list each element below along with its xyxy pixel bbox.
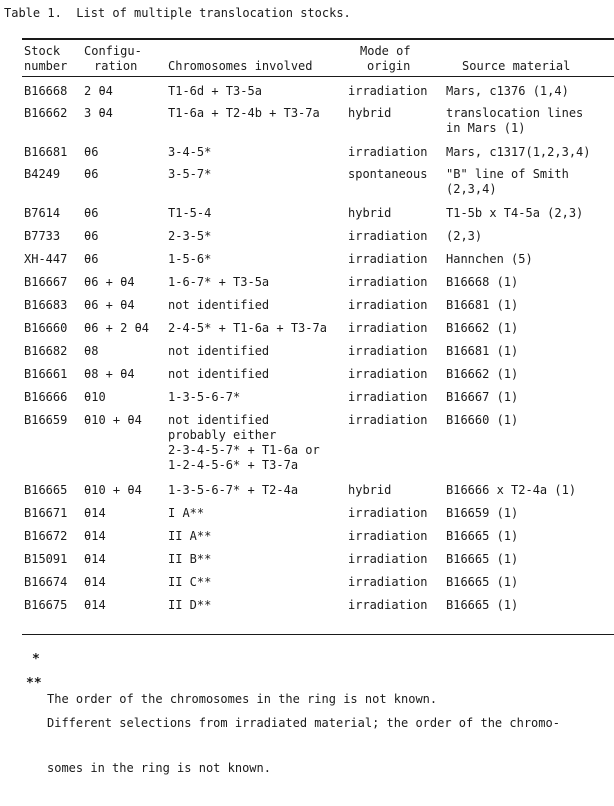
mode-of-origin-cell: irradiation: [348, 275, 428, 289]
chromosomes-cell: [168, 367, 269, 382]
chromosomes-cell: [168, 483, 298, 498]
chromosomes-cell-line: II B**: [168, 552, 212, 566]
stock-number-cell: B16681: [24, 145, 68, 159]
chromosomes-cell-line: T1-6a + T2-4b + T3-7a: [168, 106, 320, 120]
source-material-cell: [446, 575, 518, 590]
top-rule: [22, 38, 614, 40]
source-material-cell: [446, 206, 583, 221]
chromosomes-cell: [168, 275, 269, 290]
configuration-cell: θ6: [84, 206, 99, 220]
source-material-cell-line: B16662 (1): [446, 321, 519, 335]
chromosomes-cell: [168, 206, 211, 221]
chromosomes-cell: [168, 413, 320, 473]
source-material-cell-line: (2,3): [446, 229, 483, 243]
mode-of-origin-cell: irradiation: [348, 321, 428, 335]
configuration-cell: θ14: [84, 598, 106, 612]
footnote-double-text: Different selections from irradiated material; the order of the chromo- somes in the ring is not known.: [47, 716, 560, 775]
configuration-cell: θ6: [84, 252, 99, 266]
source-material-cell-line: B16665 (1): [446, 575, 519, 589]
chromosomes-cell-line: T1-6d + T3-5a: [168, 84, 262, 98]
source-material-cell-line: B16660 (1): [446, 413, 519, 427]
mode-of-origin-cell: irradiation: [348, 229, 428, 243]
source-material-cell: [446, 84, 569, 99]
table-caption: Table 1. List of multiple translocation stocks.: [4, 6, 351, 20]
chromosomes-cell: [168, 298, 269, 313]
stock-number-cell: B16665: [24, 483, 68, 497]
source-material-cell-line: B16668 (1): [446, 275, 519, 289]
mode-of-origin-cell: irradiation: [348, 344, 428, 358]
configuration-cell: θ14: [84, 552, 106, 566]
configuration-cell: θ10 + θ4: [84, 483, 142, 497]
chromosomes-cell: [168, 321, 327, 336]
source-material-cell: [446, 275, 518, 290]
stock-number-cell: B7614: [24, 206, 61, 220]
source-material-cell-line: in Mars (1): [446, 121, 526, 135]
source-material-cell: [446, 506, 518, 521]
mode-of-origin-cell: spontaneous: [348, 167, 428, 181]
chromosomes-cell: [168, 344, 269, 359]
source-material-cell: [446, 106, 583, 136]
configuration-cell: θ6: [84, 167, 99, 181]
chromosomes-cell-line: not identified: [168, 413, 270, 427]
header-stock-number: Stock number: [24, 44, 68, 73]
stock-number-cell: B16667: [24, 275, 68, 289]
mode-of-origin-cell: irradiation: [348, 145, 428, 159]
footnote-mark-double: **: [26, 676, 42, 691]
source-material-cell-line: B16681 (1): [446, 344, 519, 358]
mode-of-origin-cell: irradiation: [348, 298, 428, 312]
stock-number-cell: B7733: [24, 229, 61, 243]
source-material-cell-line: Mars, c1317(1,2,3,4): [446, 145, 591, 159]
source-material-cell: [446, 483, 576, 498]
chromosomes-cell: [168, 529, 211, 544]
header-mode-of-origin: Mode of origin: [360, 44, 411, 73]
stock-number-cell: B16668: [24, 84, 68, 98]
chromosomes-cell: [168, 167, 211, 182]
source-material-cell-line: (2,3,4): [446, 182, 497, 196]
chromosomes-cell: [168, 84, 262, 99]
chromosomes-cell-line: not identified: [168, 298, 270, 312]
stock-number-cell: B16659: [24, 413, 68, 427]
stock-number-cell: B16666: [24, 390, 68, 404]
chromosomes-cell-line: 3-5-7*: [168, 167, 212, 181]
source-material-cell-line: B16665 (1): [446, 552, 519, 566]
source-material-cell-line: Mars, c1376 (1,4): [446, 84, 569, 98]
configuration-cell: θ14: [84, 529, 106, 543]
chromosomes-cell-line: 2-3-5*: [168, 229, 212, 243]
mode-of-origin-cell: irradiation: [348, 529, 428, 543]
header-rule: [22, 76, 614, 77]
header-source-material: Source material: [462, 59, 571, 73]
source-material-cell: [446, 367, 518, 382]
footnote-mark-single: *: [32, 652, 40, 667]
stock-number-cell: B16674: [24, 575, 68, 589]
chromosomes-cell: [168, 106, 320, 121]
source-material-cell: [446, 598, 518, 613]
source-material-cell: [446, 552, 518, 567]
source-material-cell-line: "B" line of Smith: [446, 167, 569, 181]
source-material-cell-line: B16681 (1): [446, 298, 519, 312]
source-material-cell-line: B16659 (1): [446, 506, 519, 520]
configuration-cell: θ6: [84, 145, 99, 159]
chromosomes-cell: [168, 552, 211, 567]
mode-of-origin-cell: irradiation: [348, 598, 428, 612]
configuration-cell: θ8: [84, 344, 99, 358]
stock-number-cell: B16671: [24, 506, 68, 520]
chromosomes-cell-line: 1-3-5-6-7* + T2-4a: [168, 483, 299, 497]
chromosomes-cell-line: not identified: [168, 367, 270, 381]
configuration-cell: θ14: [84, 506, 106, 520]
stock-number-cell: B16675: [24, 598, 68, 612]
stock-number-cell: B16660: [24, 321, 68, 335]
stock-number-cell: B16672: [24, 529, 68, 543]
source-material-cell-line: translocation lines: [446, 106, 584, 120]
header-chromosomes-involved: Chromosomes involved: [168, 59, 313, 73]
source-material-cell-line: B16662 (1): [446, 367, 519, 381]
source-material-cell-line: B16665 (1): [446, 529, 519, 543]
mode-of-origin-cell: hybrid: [348, 206, 392, 220]
source-material-cell: [446, 229, 482, 244]
mode-of-origin-cell: irradiation: [348, 552, 428, 566]
source-material-cell: [446, 390, 518, 405]
mode-of-origin-cell: irradiation: [348, 390, 428, 404]
stock-number-cell: B4249: [24, 167, 61, 181]
chromosomes-cell: [168, 598, 211, 613]
mode-of-origin-cell: irradiation: [348, 84, 428, 98]
source-material-cell: [446, 298, 518, 313]
source-material-cell: [446, 344, 518, 359]
source-material-cell-line: B16665 (1): [446, 598, 519, 612]
bottom-rule: [22, 634, 614, 635]
chromosomes-cell: [168, 145, 211, 160]
source-material-cell-line: B16666 x T2-4a (1): [446, 483, 577, 497]
chromosomes-cell-line: probably either: [168, 428, 277, 442]
chromosomes-cell: [168, 575, 211, 590]
source-material-cell: [446, 321, 518, 336]
configuration-cell: θ6 + θ4: [84, 275, 135, 289]
footnote-single-text: The order of the chromosomes in the ring is not known.: [47, 692, 438, 706]
configuration-cell: θ6: [84, 229, 99, 243]
chromosomes-cell-line: 2-4-5* + T1-6a + T3-7a: [168, 321, 327, 335]
source-material-cell-line: B16667 (1): [446, 390, 519, 404]
chromosomes-cell-line: T1-5-4: [168, 206, 212, 220]
stock-number-cell: B16661: [24, 367, 68, 381]
configuration-cell: θ14: [84, 575, 106, 589]
configuration-cell: θ6 + 2 θ4: [84, 321, 150, 335]
source-material-cell: [446, 252, 533, 267]
stock-number-cell: B16683: [24, 298, 68, 312]
configuration-cell: θ8 + θ4: [84, 367, 135, 381]
source-material-cell: [446, 167, 569, 197]
mode-of-origin-cell: irradiation: [348, 575, 428, 589]
chromosomes-cell-line: I A**: [168, 506, 205, 520]
configuration-cell: θ10 + θ4: [84, 413, 142, 427]
chromosomes-cell-line: II D**: [168, 598, 212, 612]
chromosomes-cell-line: 2-3-4-5-7* + T1-6a or: [168, 443, 320, 457]
configuration-cell: θ10: [84, 390, 106, 404]
chromosomes-cell: [168, 252, 211, 267]
mode-of-origin-cell: hybrid: [348, 106, 392, 120]
mode-of-origin-cell: irradiation: [348, 413, 428, 427]
source-material-cell: [446, 145, 591, 160]
stock-number-cell: B16662: [24, 106, 68, 120]
mode-of-origin-cell: irradiation: [348, 506, 428, 520]
chromosomes-cell-line: 1-6-7* + T3-5a: [168, 275, 270, 289]
stock-number-cell: B15091: [24, 552, 68, 566]
header-configuration: Configu- ration: [84, 44, 142, 73]
chromosomes-cell-line: 1-2-4-5-6* + T3-7a: [168, 458, 299, 472]
chromosomes-cell-line: II C**: [168, 575, 212, 589]
chromosomes-cell-line: 3-4-5*: [168, 145, 212, 159]
mode-of-origin-cell: irradiation: [348, 367, 428, 381]
chromosomes-cell: [168, 229, 211, 244]
chromosomes-cell-line: 1-3-5-6-7*: [168, 390, 241, 404]
chromosomes-cell: [168, 390, 240, 405]
stock-number-cell: B16682: [24, 344, 68, 358]
configuration-cell: θ6 + θ4: [84, 298, 135, 312]
chromosomes-cell-line: 1-5-6*: [168, 252, 212, 266]
chromosomes-cell: [168, 506, 204, 521]
source-material-cell-line: T1-5b x T4-5a (2,3): [446, 206, 584, 220]
source-material-cell: [446, 413, 518, 428]
chromosomes-cell-line: II A**: [168, 529, 212, 543]
mode-of-origin-cell: hybrid: [348, 483, 392, 497]
chromosomes-cell-line: not identified: [168, 344, 270, 358]
stock-number-cell: XH-447: [24, 252, 68, 266]
configuration-cell: 2 θ4: [84, 84, 113, 98]
configuration-cell: 3 θ4: [84, 106, 113, 120]
source-material-cell: [446, 529, 518, 544]
source-material-cell-line: Hannchen (5): [446, 252, 533, 266]
mode-of-origin-cell: irradiation: [348, 252, 428, 266]
